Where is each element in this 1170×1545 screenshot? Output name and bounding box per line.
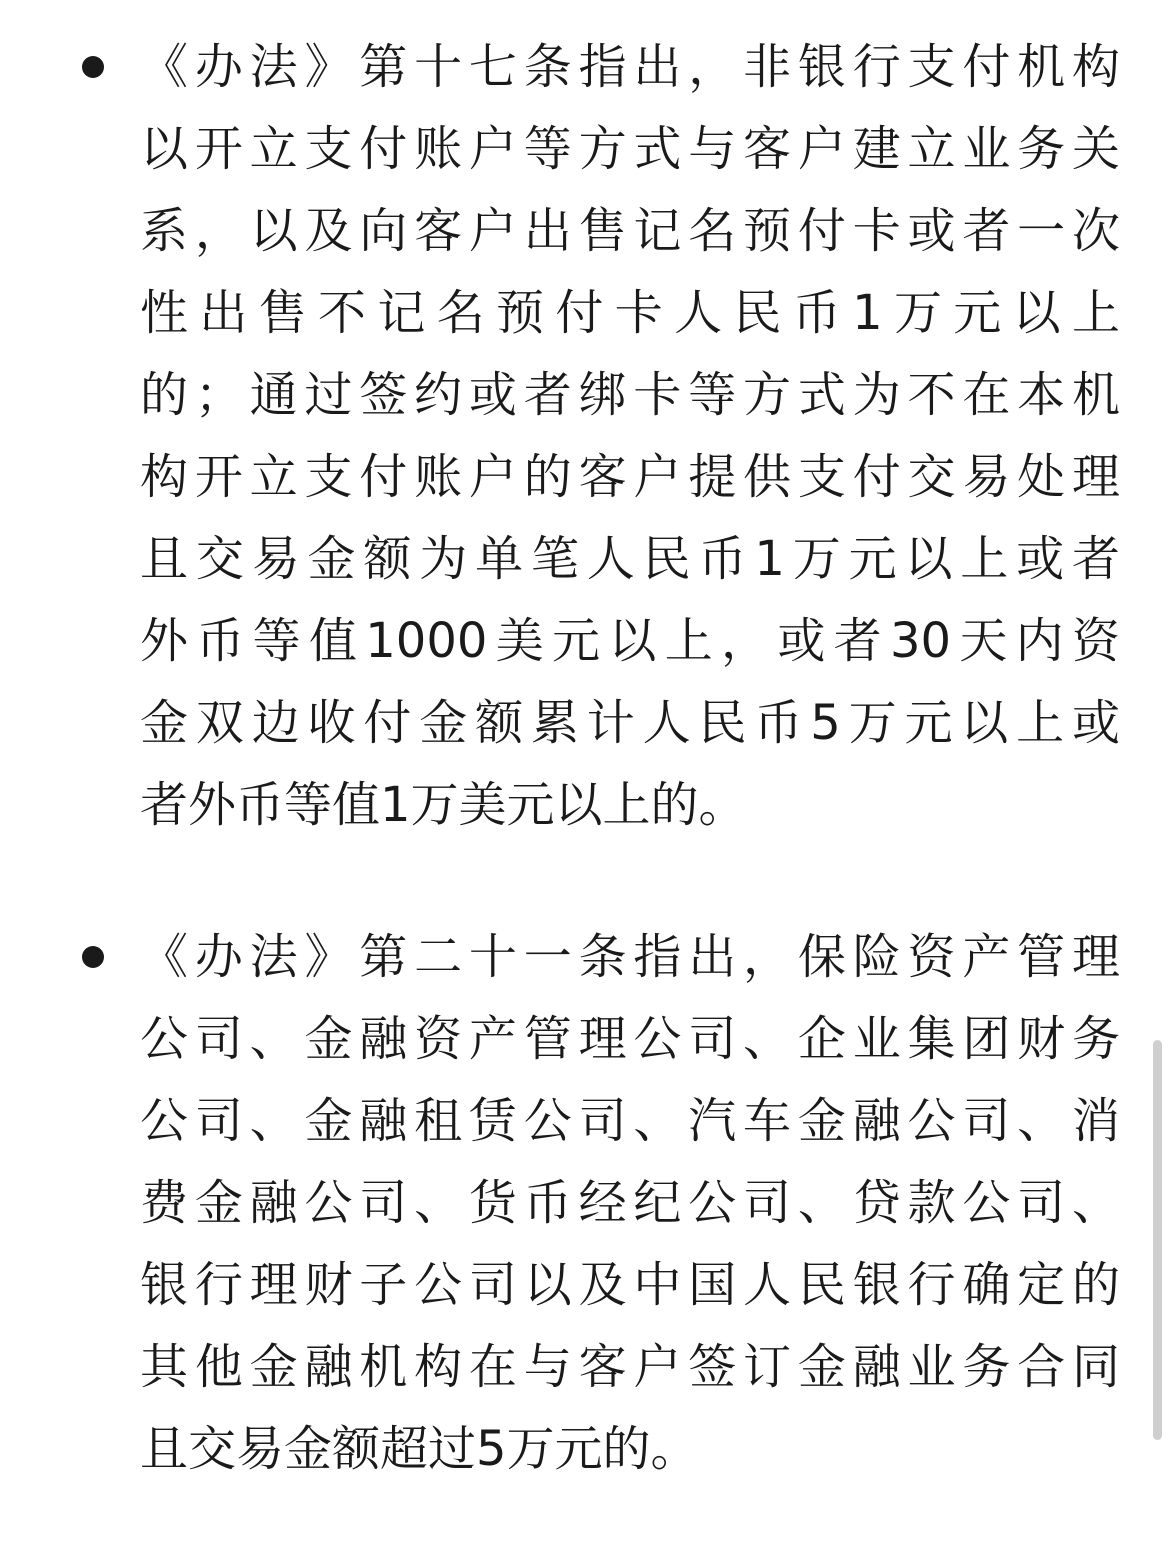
text-line: 性出售不记名预付卡人民币1万元以上 [140, 285, 1120, 341]
text-line: 金双边收付金额累计人民币5万元以上或 [140, 695, 1120, 751]
text-line: 且交易金额超过5万元的。 [140, 1421, 699, 1477]
text-line: 且交易金额为单笔人民币1万元以上或者 [140, 531, 1120, 587]
text-line: 的；通过签约或者绑卡等方式为不在本机 [140, 367, 1120, 423]
bullet-icon [82, 946, 104, 968]
text-line: 系，以及向客户出售记名预付卡或者一次 [140, 203, 1120, 259]
text-line: 《办法》第十七条指出，非银行支付机构 [140, 39, 1120, 95]
text-line: 公司、金融资产管理公司、企业集团财务 [140, 1011, 1120, 1067]
text-line: 公司、金融租赁公司、汽车金融公司、消 [140, 1093, 1120, 1149]
text-line: 银行理财子公司以及中国人民银行确定的 [140, 1257, 1120, 1313]
text-line: 其他金融机构在与客户签订金融业务合同 [140, 1339, 1120, 1395]
bullet-icon [82, 56, 104, 78]
text-line: 《办法》第二十一条指出，保险资产管理 [140, 929, 1120, 985]
vertical-scrollbar[interactable] [1153, 1040, 1162, 1440]
text-line: 者外币等值1万美元以上的。 [140, 777, 747, 833]
text-line: 构开立支付账户的客户提供支付交易处理 [140, 449, 1120, 505]
text-line: 以开立支付账户等方式与客户建立业务关 [140, 121, 1120, 177]
text-line: 外币等值1000美元以上，或者30天内资 [140, 613, 1120, 669]
text-line: 费金融公司、货币经纪公司、贷款公司、 [140, 1175, 1120, 1231]
